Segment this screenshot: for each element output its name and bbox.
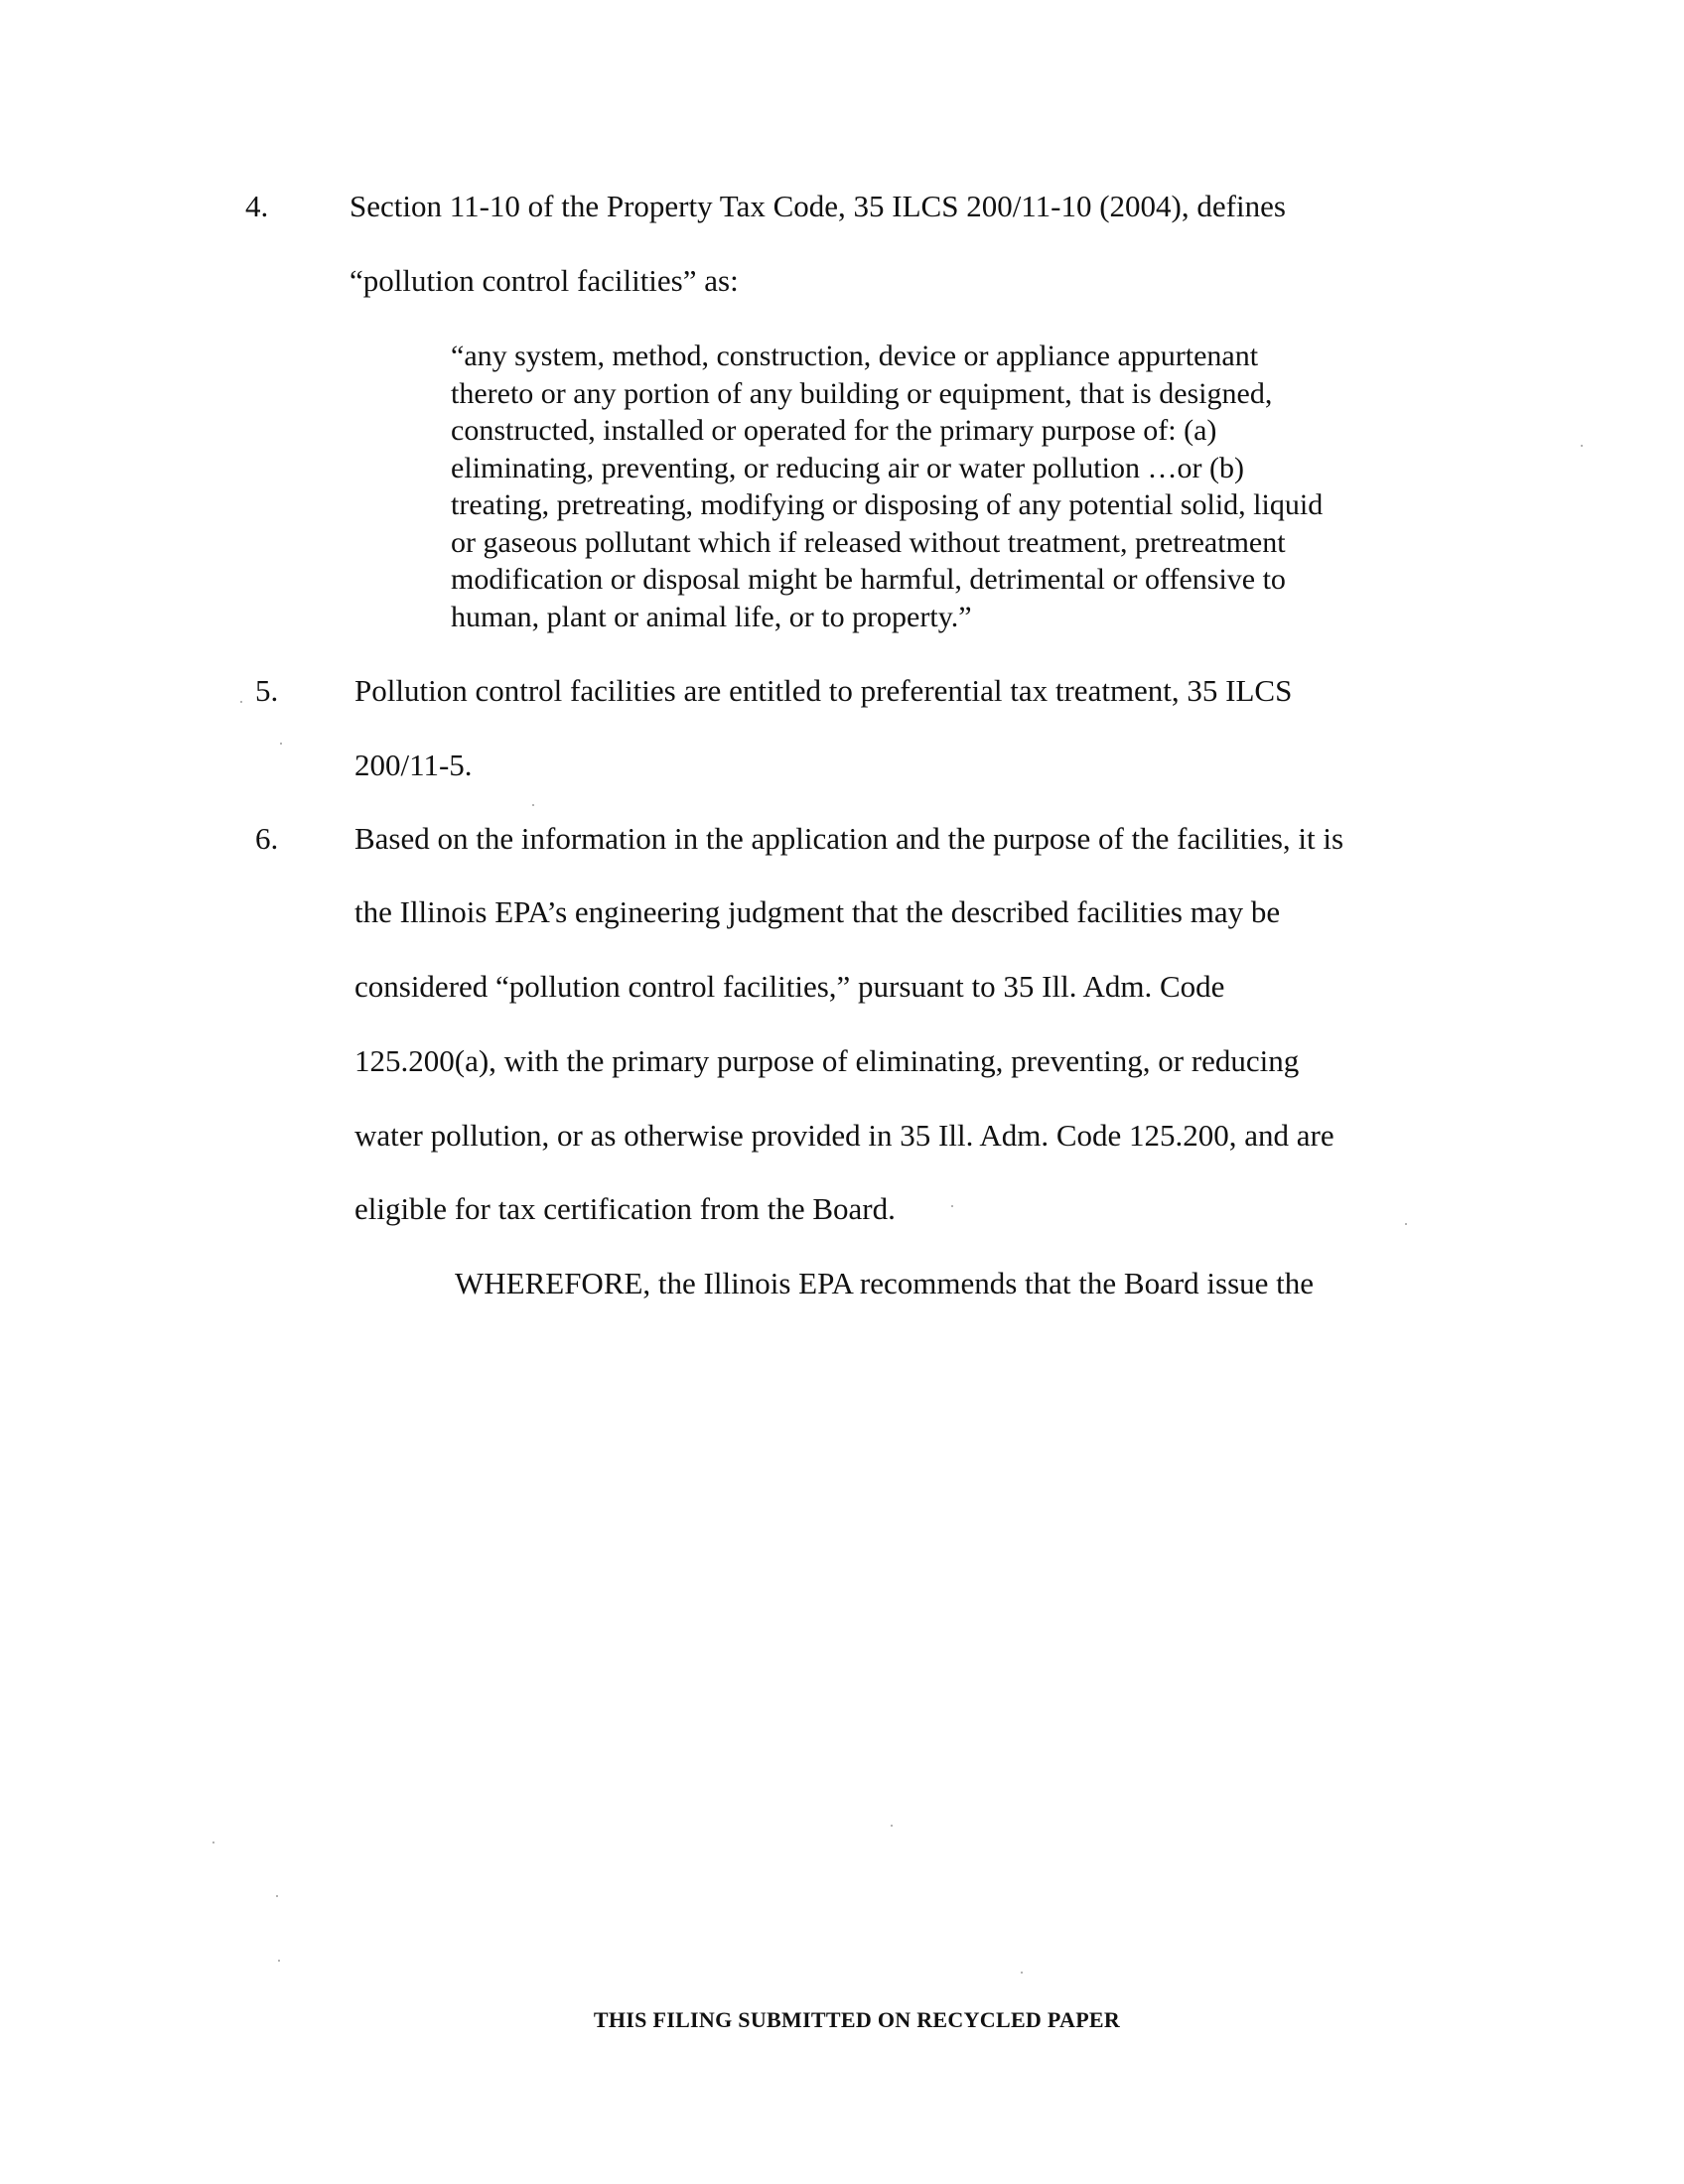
scan-speck — [1581, 445, 1583, 447]
paragraph-line: Section 11-10 of the Property Tax Code, 35 ILCS 200/11-10 (2004), defines — [350, 189, 1286, 223]
paragraph-line: eligible for tax certification from the Board. — [354, 1191, 896, 1226]
scan-speck — [891, 1825, 893, 1827]
scan-speck — [1021, 1972, 1023, 1974]
paragraph-line: 200/11-5. — [354, 748, 473, 782]
statute-quote — [451, 338, 1424, 635]
quote-line: or gaseous pollutant which if released without treatment, pretreatment — [451, 525, 1286, 559]
scan-speck — [212, 1842, 214, 1843]
quote-line: eliminating, preventing, or reducing air or water pollution …or (b) — [451, 451, 1244, 484]
recycled-paper-footer: THIS FILING SUBMITTED ON RECYCLED PAPER — [593, 2007, 1121, 2032]
quote-line: treating, pretreating, modifying or disposing of any potential solid, liquid — [451, 488, 1324, 521]
scan-speck — [278, 1960, 280, 1962]
quote-line: constructed, installed or operated for the primary purpose of: (a) — [451, 414, 1217, 447]
quote-line: thereto or any portion of any building or equipment, that is designed, — [451, 376, 1273, 410]
scan-speck — [951, 1205, 953, 1207]
quote-line: human, plant or animal life, or to property.” — [451, 600, 972, 633]
paragraph-line: 125.200(a), with the primary purpose of eliminating, preventing, or reducing — [354, 1043, 1300, 1078]
scan-speck — [532, 804, 534, 806]
quote-line: “any system, method, construction, device or appliance appurtenant — [451, 340, 1259, 372]
scan-speck — [240, 701, 242, 703]
scan-speck — [280, 743, 282, 745]
wherefore-clause: WHEREFORE, the Illinois EPA recommends that the Board issue the — [455, 1266, 1315, 1300]
paragraph-line: “pollution control facilities” as: — [350, 263, 739, 298]
paragraph-line: Pollution control facilities are entitled to preferential tax treatment, 35 ILCS — [354, 673, 1293, 708]
scan-speck — [1405, 1223, 1407, 1225]
quote-line: modification or disposal might be harmful, detrimental or offensive to — [451, 563, 1286, 596]
paragraph-line: Based on the information in the application and the purpose of the facilities, it is — [354, 821, 1344, 856]
paragraph-number: 4. — [245, 189, 269, 223]
paragraph-number: 5. — [255, 673, 279, 708]
paragraph-line: water pollution, or as otherwise provided in 35 Ill. Adm. Code 125.200, and are — [354, 1118, 1334, 1153]
scan-speck — [276, 1895, 278, 1897]
paragraph-line: considered “pollution control facilities,” pursuant to 35 Ill. Adm. Code — [354, 969, 1225, 1004]
paragraph-line: the Illinois EPA’s engineering judgment that the described facilities may be — [354, 894, 1281, 929]
paragraph-number: 6. — [255, 821, 279, 856]
